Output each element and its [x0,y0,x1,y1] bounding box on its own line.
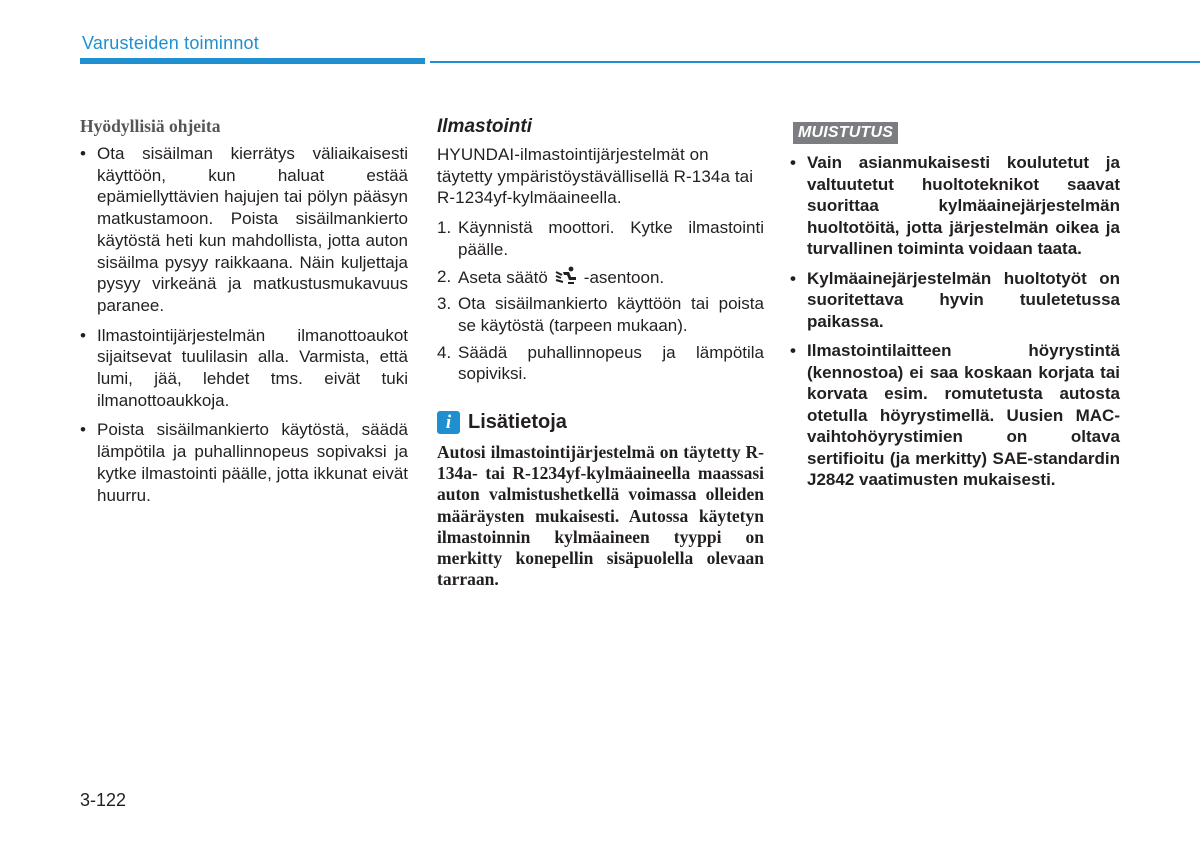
info-title: Lisätietoja [468,411,567,434]
info-body: Autosi ilmastointijärjestelmä on täytetty R-134a- tai R-1234yf-kylmäaineella maassasi auton valmistushetkellä voimassa olleiden määräysten mukaisesti. Autossa käytetyn ilmastoinnin kylmäaineen tyyppi on merkitty konepellin sisäpuolella olevaan tarraan. [437,442,764,590]
tips-column [80,116,408,514]
list-item: • Poista sisäilmankierto käytöstä, säädä lämpötila ja puhallinnopeus sopivaksi ja kytke ilmastointi päälle, jotta ikkunat eivät huurru. [80,419,408,506]
step-text: Aseta säätö [458,267,548,287]
step-number: 3. [437,294,452,314]
step-number: 2. [437,266,452,286]
header-rule-thin [430,61,1200,63]
step-item [437,342,764,385]
list-item: • Kylmäainejärjestelmän huoltotyöt on suoritettava hyvin tuuletetussa paikassa. [790,268,1120,333]
notice-badge: MUISTUTUS [793,122,898,144]
section-title: Varusteiden toiminnot [82,33,259,53]
floor-vent-mode-icon [554,266,580,286]
intro-paragraph: HYUNDAI-ilmastointijärjestelmät on täytetty ympäristöystävällisellä R-134a tai R-1234yf-kylmäaineella. [437,145,754,208]
step-text: Ota sisäilmankierto käyttöön tai poista se käytöstä (tarpeen mukaan). [458,294,764,335]
step-item [437,217,764,260]
step-text: Säädä puhallinnopeus ja lämpötila sopiviksi. [458,342,764,384]
page-number: 3-122 [80,790,127,810]
steps-list [437,217,764,385]
tips-heading: Hyödyllisiä ohjeita [80,116,221,136]
list-item: • Vain asianmukaisesti koulutetut ja valtuutetut huoltoteknikot saavat suorittaa kylmäainejärjestelmän huoltotöitä, jotta järjestelmän oikea ja turvallinen toiminta voidaan taata. [790,152,1120,260]
step-item [437,266,764,289]
list-item: • Ota sisäilman kierrätys väliaikaisesti käyttöön, kun haluat estää epämiellyttävien hajujen tai pölyn pääsyn matkustamoon. Poista sisäilmankierto käytöstä heti kun mahdollista, jotta auton sisäilma pysyy raikkaana. Näin kuljettaja pysyy virkeänä ja matkustusmukavuus paranee. [80,143,408,317]
notice-column [790,116,1120,499]
step-number: 1. [437,218,452,238]
list-item: • Ilmastointilaitteen höyrystintä (kennostoa) ei saa koskaan korjata tai korvata esim. romutetusta autosta otetulla höyrystimellä. Uusien MAC-vaihtohöyrystimien on oltava sertifioitu (ja merkitty) SAE-standardin J2842 vaatimusten mukaisesti. [790,340,1120,491]
air-conditioning-column [437,116,764,590]
tips-list [80,143,408,506]
step-text-suffix: -asentoon. [583,267,665,287]
air-conditioning-heading: Ilmastointi [437,116,533,137]
info-icon: i [437,411,460,434]
header-rule-thick [80,58,425,64]
step-item [437,293,764,336]
info-header [437,411,764,434]
step-number: 4. [437,342,452,362]
step-text: Käynnistä moottori. Kytke ilmastointi päälle. [458,218,764,259]
list-item: • Ilmastointijärjestelmän ilmanottoaukot sijaitsevat tuulilasin alla. Varmista, että lumi, jää, lehdet tms. eivät tuki ilmanottoaukkoja. [80,325,408,412]
notice-list [790,152,1120,491]
